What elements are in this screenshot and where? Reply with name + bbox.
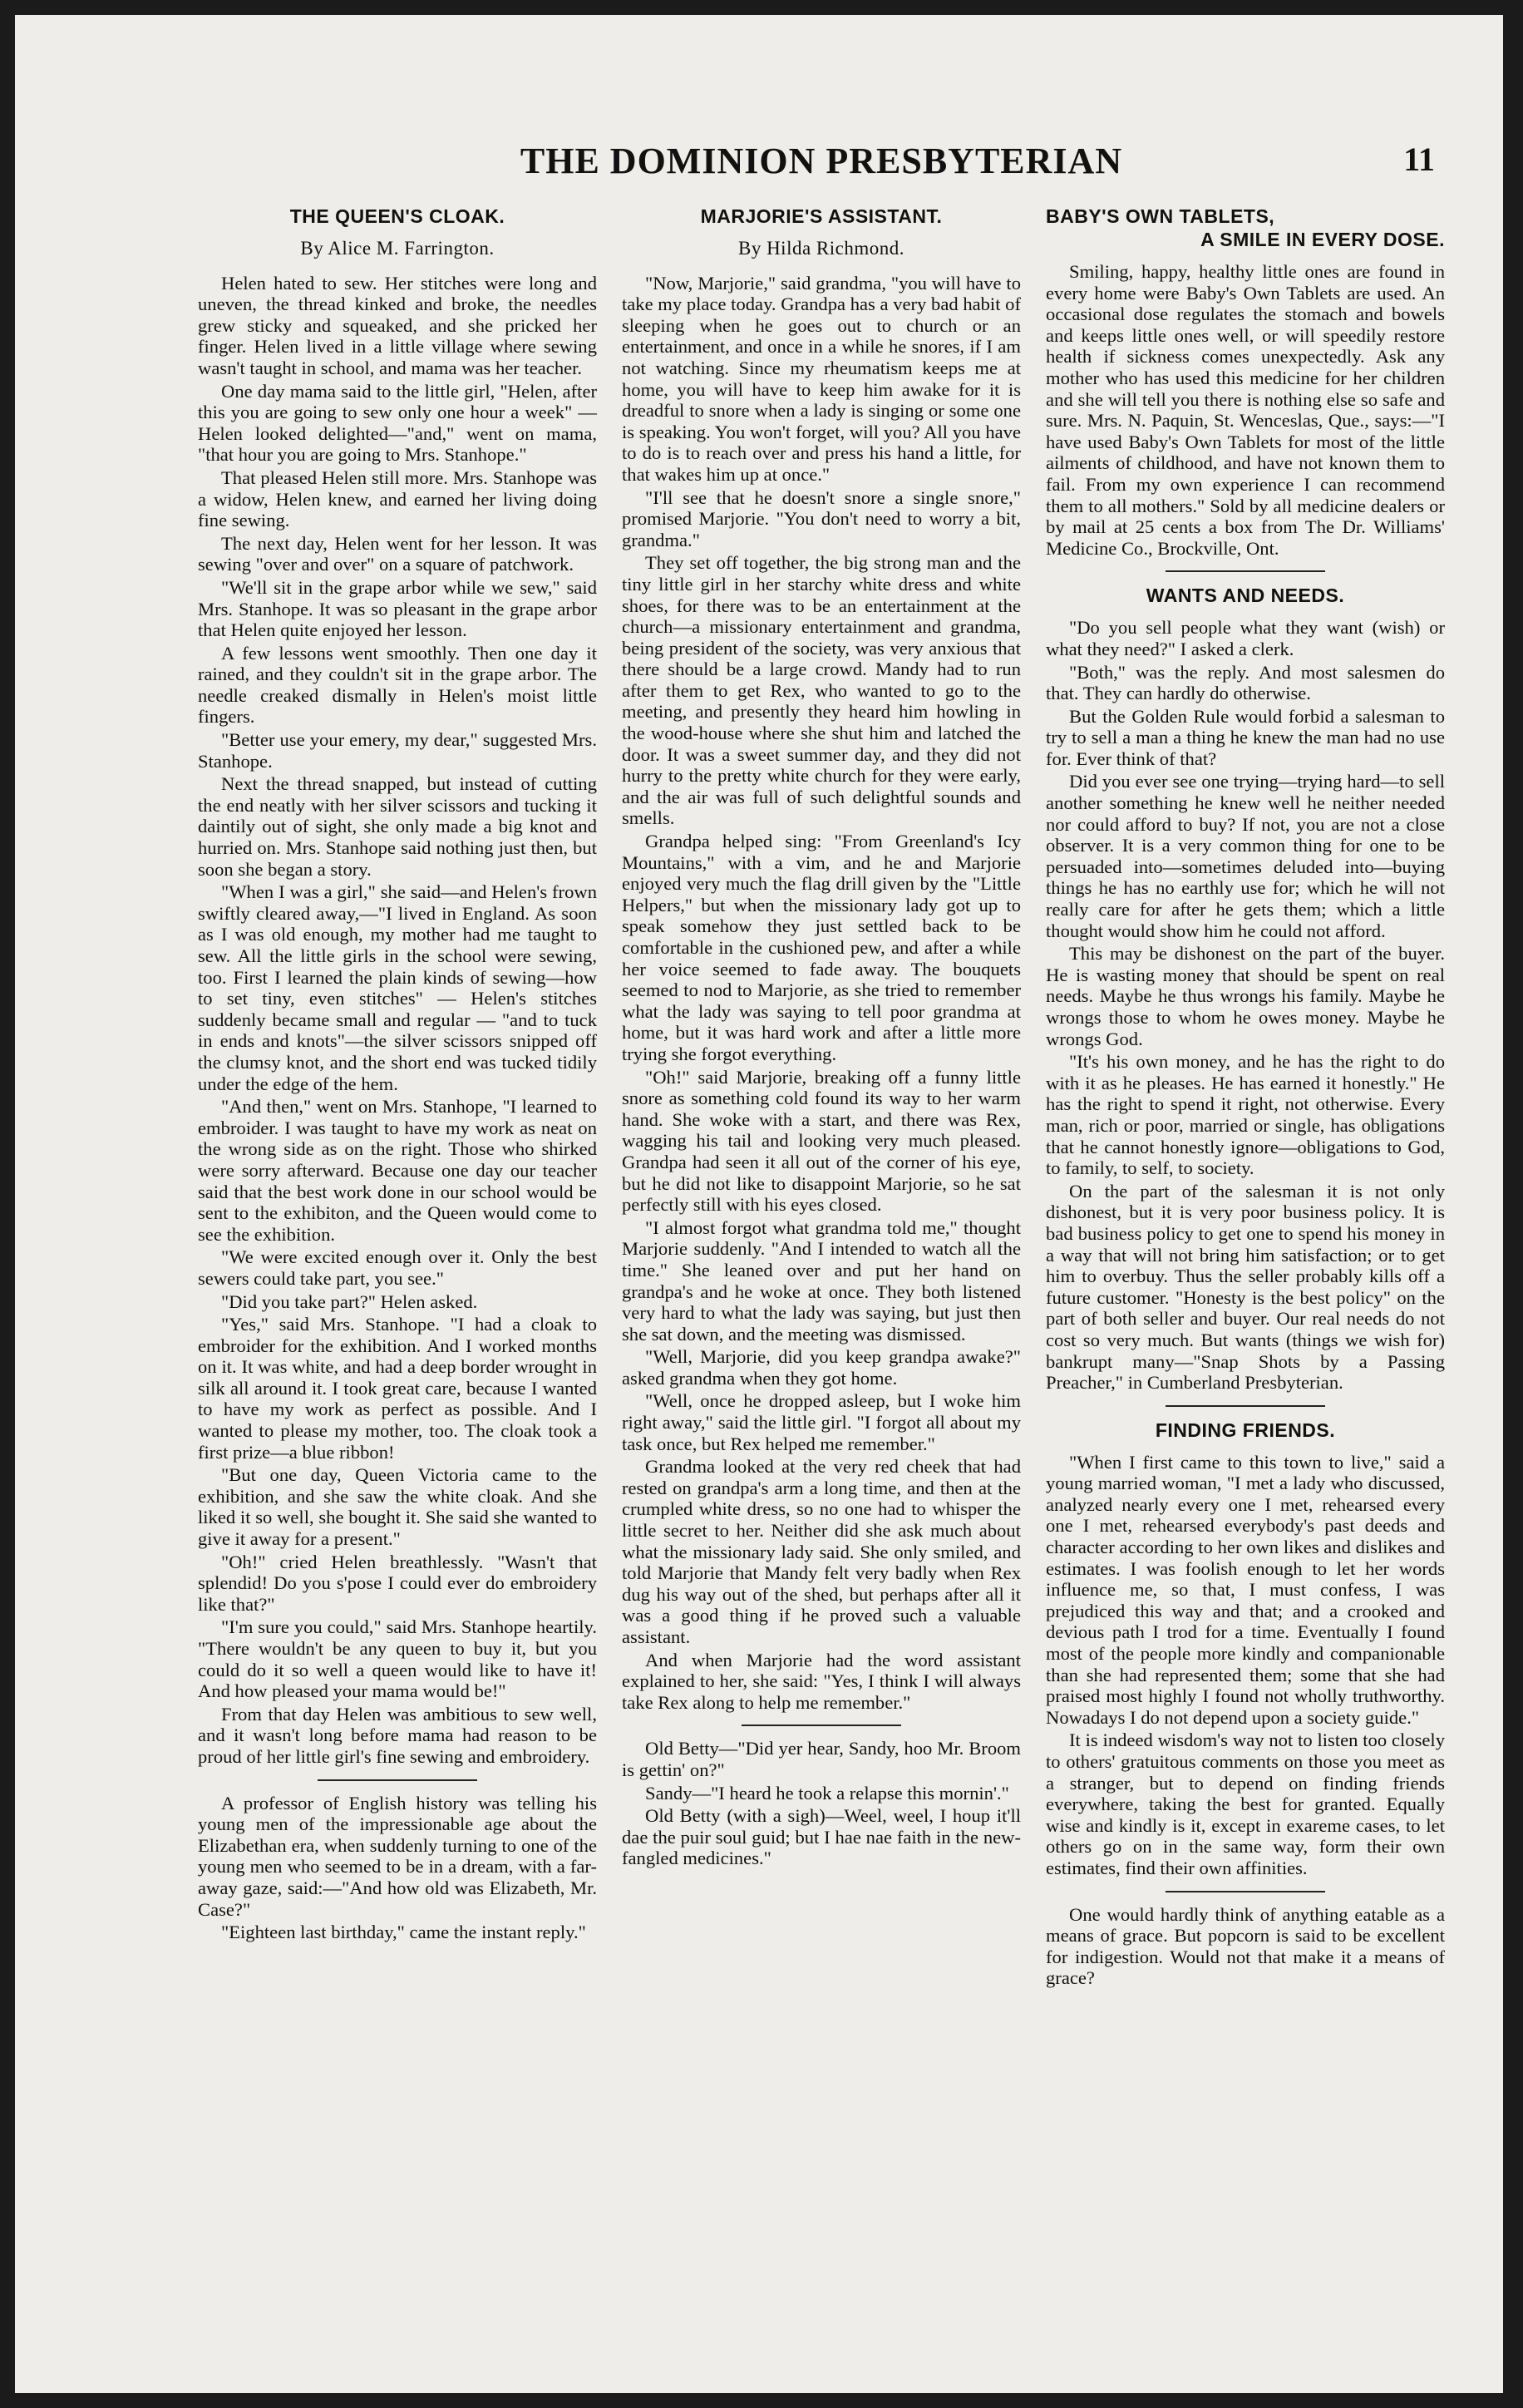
paragraph: A few lessons went smoothly. Then one day it rained, and they couldn't sit in the grape arbor. The needle creaked dismally in Helen's moist little fingers. bbox=[198, 642, 597, 728]
paragraph: The next day, Helen went for her lesson. It was sewing "over and over" on a square of patchwork. bbox=[198, 532, 597, 575]
section-divider bbox=[1166, 1891, 1325, 1892]
paragraph: On the part of the salesman it is not only dishonest, but it is very poor business policy. It is bad business policy to get one to spend his money in a way that will not bring him satisfaction; or to get him to overbuy. Thus the seller probably kills off a future customer. "Honesty is the best policy" on the part of both seller and buyer. Our real needs do not cost so very much. But wants (things we wish for) bankrupt many—"Snap Shots by a Passing Preacher," in Cumberland Presbyterian. bbox=[1046, 1180, 1445, 1394]
article-title-finding-friends: FINDING FRIENDS. bbox=[1155, 1419, 1336, 1441]
article-body bbox=[198, 273, 597, 1768]
column-2 bbox=[622, 205, 1021, 1991]
anecdote-popcorn bbox=[1046, 1904, 1445, 1989]
paragraph: "And then," went on Mrs. Stanhope, "I learned to embroider. I was taught to have my work as neat on the wrong side as on the right. Those who shirked were sorry afterward. Because one day our teacher said that the best work done in our school would be sent to the exhibiton, and the Queen would come to see the exhibition. bbox=[198, 1096, 597, 1245]
paragraph: "I almost forgot what grandma told me," thought Marjorie suddenly. "And I intended to watch all the time." She leaned over and put her hand on grandpa's and he woke at once. They both listened very hard to what the lady was saying, but just then she sat down, and the meeting was dismissed. bbox=[622, 1216, 1021, 1345]
paragraph: Grandpa helped sing: "From Greenland's Icy Mountains," with a vim, and he and Marjorie enjoyed very much the flag drill given by the "Little Helpers," but when the missionary lady got up to speak somehow they just settled back to be comfortable in the cushioned pew, and after a while her voice seemed to fade away. The bouquets seemed to nod to Marjorie, as she tried to remember what the lady was saying to tell poor grandma at home, but it was hard work and after a little more trying she forgot everything. bbox=[622, 831, 1021, 1064]
paragraph: "Better use your emery, my dear," suggested Mrs. Stanhope. bbox=[198, 729, 597, 772]
paragraph: They set off together, the big strong man and the tiny little girl in her starchy white dress and white shoes, for there was to be an entertainment at the church—a missionary entertainment and grandma, being president of the society, was very anxious that there should be a large crowd. Mandy had to run after them to get Rex, who wanted to go to the meeting, and presently they heard him howling in the wood-house where she shut him and latched the door. It was a sweet summer day, and they did not hurry to the pretty white church for they were early, and the air was full of such delightful sounds and smells. bbox=[622, 552, 1021, 829]
paragraph: Old Betty—"Did yer hear, Sandy, hoo Mr. Broom is gettin' on?" bbox=[622, 1738, 1021, 1780]
column-3 bbox=[1046, 205, 1445, 1991]
paragraph: "Oh!" cried Helen breathlessly. "Wasn't that splendid! Do you s'pose I could ever do embroidery like that?" bbox=[198, 1551, 597, 1615]
title-line-1: BABY'S OWN TABLETS, bbox=[1046, 205, 1275, 227]
anecdote-old-betty bbox=[622, 1738, 1021, 1869]
paragraph: "Yes," said Mrs. Stanhope. "I had a cloak to embroider for the exhibition. And I worked months on it. It was white, and had a deep border wrought in silk all around it. I took great care, because I wanted to have my work as perfect as possible. And I wanted to please my mother, too. The cloak took a first prize—a blue ribbon! bbox=[198, 1314, 597, 1463]
paragraph: And when Marjorie had the word assistant explained to her, she said: "Yes, I think I will always take Rex along to help me remember." bbox=[622, 1649, 1021, 1713]
column-1 bbox=[198, 205, 597, 1991]
masthead: THE DOMINION PRESBYTERIAN bbox=[520, 141, 1123, 181]
page-header bbox=[198, 140, 1445, 193]
article-body bbox=[1046, 1452, 1445, 1879]
paragraph: "I'll see that he doesn't snore a single snore," promised Marjorie. "You don't need to worry a bit, grandma." bbox=[622, 486, 1021, 550]
paragraph: "It's his own money, and he has the right to do with it as he pleases. He has earned it honestly." He has the right to spend it right, not otherwise. Every man, rich or poor, married or single, has obligations that he cannot honestly ignore—obligations to God, to family, to self, to society. bbox=[1046, 1051, 1445, 1179]
paragraph: Smiling, happy, healthy little ones are found in every home were Baby's Own Tablets are used. An occasional dose regulates the stomach and bowels and keeps little ones well, or will speedily restore health if sickness comes unexpectedly. Ask any mother who has used this medicine for her children and she will tell you there is nothing else so safe and sure. Mrs. N. Paquin, St. Wenceslas, Que., says:—"I have used Baby's Own Tablets for most of the little ailments of childhood, and have not known them to fail. From my own experience I can recommend them to all mothers." Sold by all medicine dealers or by mail at 25 cents a box from The Dr. Williams' Medicine Co., Brockville, Ont. bbox=[1046, 261, 1445, 559]
paragraph: Next the thread snapped, but instead of cutting the end neatly with her silver scissors and tucking it daintily out of sight, she only made a big knot and hurried on. Mrs. Stanhope said nothing just then, but soon she began a story. bbox=[198, 773, 597, 880]
paragraph: That pleased Helen still more. Mrs. Stanhope was a widow, Helen knew, and earned her living doing fine sewing. bbox=[198, 466, 597, 531]
article-body bbox=[622, 273, 1021, 1714]
paragraph: It is indeed wisdom's way not to listen too closely to others' gratuitous comments on those you meet as a stranger, but to depend on finding friends everywhere, taking the best for granted. Equally wise and kindly is it, except in exareme cases, to let others go on in the same way, form their own estimates, find their own affinities. bbox=[1046, 1730, 1445, 1878]
paragraph: "Now, Marjorie," said grandma, "you will have to take my place today. Grandpa has a very bad habit of sleeping when he goes out to church or an entertainment, and once in a while he snores, if I am not watching. Since my rheumatism keeps me at home, you will have to keep him awake for it is dreadful to snore when a lady is singing or some one is speaking. You won't forget, will you? All you have to do is to reach over and press his hand a little, for that wakes him up at once." bbox=[622, 272, 1021, 485]
paragraph: "Did you take part?" Helen asked. bbox=[221, 1290, 478, 1312]
article-body bbox=[1046, 617, 1445, 1393]
paragraph: But the Golden Rule would forbid a salesman to try to sell a man a thing he knew the man had no use for. Ever think of that? bbox=[1046, 705, 1445, 769]
paragraph: Old Betty (with a sigh)—Weel, weel, I houp it'll dae the puir soul guid; but I hae nae faith in the new-fangled medicines." bbox=[622, 1805, 1021, 1869]
paragraph: Sandy—"I heard he took a relapse this mornin'." bbox=[645, 1782, 1009, 1804]
article-title-queens-cloak: THE QUEEN'S CLOAK. bbox=[289, 205, 505, 227]
paragraph: "Well, Marjorie, did you keep grandpa awake?" asked grandma when they got home. bbox=[622, 1346, 1021, 1389]
paragraph: "Both," was the reply. And most salesmen do that. They can hardly do otherwise. bbox=[1046, 661, 1445, 704]
byline: By Hilda Richmond. bbox=[737, 238, 905, 259]
paragraph: "Well, once he dropped asleep, but I woke him right away," said the little girl. "I forgot all about my task once, but Rex helped me remember." bbox=[622, 1390, 1021, 1454]
paragraph: "Do you sell people what they want (wish) or what they need?" I asked a clerk. bbox=[1046, 617, 1445, 659]
article-title-marjories-assistant: MARJORIE'S ASSISTANT. bbox=[700, 205, 943, 227]
paragraph: "I'm sure you could," said Mrs. Stanhope heartily. "There wouldn't be any queen to buy it, but you could do it so well a queen would like to have it! And how pleased your mama would be!" bbox=[198, 1616, 597, 1702]
paragraph: One day mama said to the little girl, "Helen, after this you are going to sew only one hour a week" — Helen looked delighted—"and," went on mama, "that hour you are going to Mrs. Stanhope." bbox=[198, 380, 597, 466]
section-divider bbox=[318, 1779, 477, 1781]
columns bbox=[198, 205, 1445, 1991]
paragraph: One would hardly think of anything eatable as a means of grace. But popcorn is said to be excellent for indigestion. Would not that make it a means of grace? bbox=[1046, 1903, 1445, 1989]
section-divider bbox=[742, 1725, 901, 1726]
page-number: 11 bbox=[1403, 141, 1435, 178]
section-divider bbox=[1166, 1405, 1325, 1407]
newspaper-page bbox=[15, 15, 1503, 2393]
byline: By Alice M. Farrington. bbox=[300, 238, 495, 259]
paragraph: "When I was a girl," she said—and Helen's frown swiftly cleared away,—"I lived in England. As soon as I was old enough, my mother had me taught to sew. All the little girls in the school were sewing, too. First I learned the plain kinds of sewing—how to set tiny, even stitches" — Helen's stitches suddenly became small and regular — "and to tuck in ends and knots"—the silver scissors snipped off the clumsy knot, and the short end was tucked tidily under the edge of the hem. bbox=[198, 881, 597, 1094]
paragraph: A professor of English history was telling his young men of the impressionable age about the Elizabethan era, when suddenly turning to one of the young men who seemed to be in a dream, with a far-away gaze, said:—"And how old was Elizabeth, Mr. Case?" bbox=[198, 1792, 597, 1920]
article-title-wants-and-needs: WANTS AND NEEDS. bbox=[1146, 585, 1345, 607]
paragraph: From that day Helen was ambitious to sew well, and it wasn't long before mama had reason to be proud of her little girl's fine sewing and embroidery. bbox=[198, 1703, 597, 1767]
paragraph: "We'll sit in the grape arbor while we sew," said Mrs. Stanhope. It was so pleasant in the grape arbor that Helen quite enjoyed her lesson. bbox=[198, 576, 597, 641]
paragraph: Did you ever see one trying—trying hard—to sell another something he knew well he neither needed nor could afford to buy? If not, you are not a close observer. It is a very common thing for one to be persuaded into—sometimes deluded into—buying things he has no earthly use for; which he will not really care for after he gets them; which a little thought would show him he could not afford. bbox=[1046, 771, 1445, 941]
paragraph: "Oh!" said Marjorie, breaking off a funny little snore as something cold found its way to her warm hand. She woke with a start, and there was Rex, wagging his tail and looking very much pleased. Grandpa had seen it all out of the corner of his eye, but he did not like to disappoint Marjorie, so he sat perfectly still with his eyes closed. bbox=[622, 1066, 1021, 1216]
paragraph: "But one day, Queen Victoria came to the exhibition, and she saw the white cloak. And she liked it so well, she bought it. She said she wanted to give it away for a present." bbox=[198, 1464, 597, 1550]
article-body bbox=[1046, 261, 1445, 559]
anecdote-professor bbox=[198, 1793, 597, 1943]
paragraph: This may be dishonest on the part of the buyer. He is wasting money that should be spent on real needs. Maybe he thus wrongs his family. Maybe he wrongs those to whom he owes money. Maybe he wrongs God. bbox=[1046, 943, 1445, 1049]
title-line-2: A SMILE IN EVERY DOSE. bbox=[1200, 229, 1445, 250]
paragraph: Helen hated to sew. Her stitches were long and uneven, the thread kinked and broke, the needles grew sticky and squeaked, and she pricked her finger. Helen lived in a little village where sewing wasn't taught in school, and mama was her teacher. bbox=[198, 272, 597, 378]
section-divider bbox=[1166, 570, 1325, 572]
paragraph: "Eighteen last birthday," came the instant reply." bbox=[221, 1922, 586, 1943]
paragraph: "We were excited enough over it. Only the best sewers could take part, you see." bbox=[198, 1246, 597, 1289]
paragraph: Grandma looked at the very red cheek that had rested on grandpa's arm a long time, and then at the crumpled white dress, so no one had to whisper the little secret to her. Neither did she ask much about what the missionary lady said. She only smiled, and told Marjorie that Mandy felt very badly when Rex dug his way out of the shed, but perhaps after all it was a good thing if he proved such a valuable assistant. bbox=[622, 1456, 1021, 1647]
article-title-babys-own-tablets bbox=[1046, 205, 1445, 251]
paragraph: "When I first came to this town to live," said a young married woman, "I met a lady who discussed, analyzed nearly every one I met, rehearsed every one I met, rehearsed everybody's past deeds and character according to her own likes and dislikes and estimates. I was foolish enough to let her words influence me, so that, I must confess, I was prejudiced this way and that; and a crooked and devious path I trod for a time. Eventually I found most of the people more kindly and companionable than she had represented them; some that she had praised most highly I found not wholly truthworthy. Nowadays I do not depend upon a society guide." bbox=[1046, 1451, 1445, 1728]
